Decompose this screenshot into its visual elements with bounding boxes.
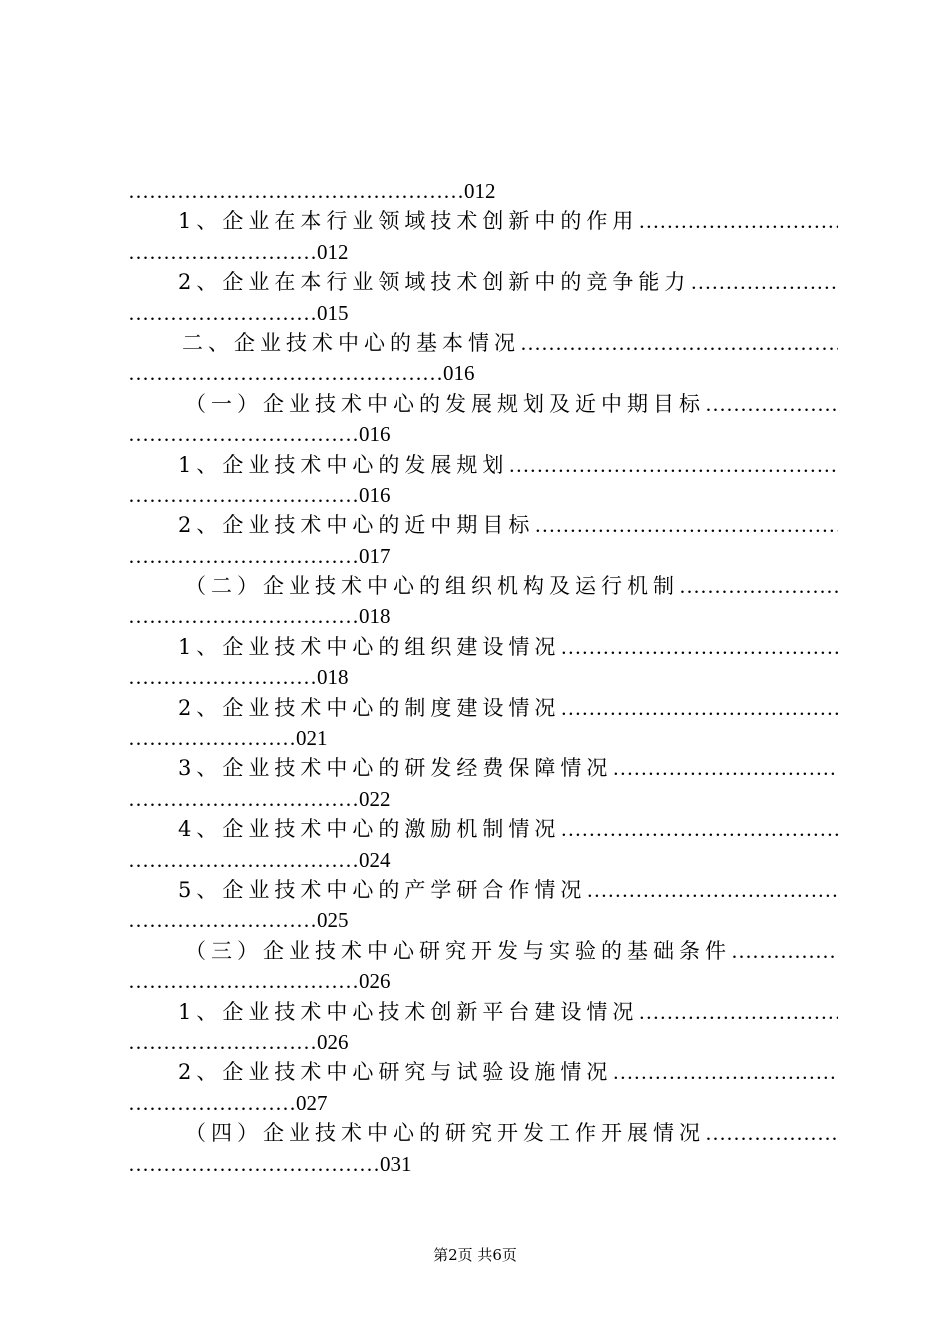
- toc-leader: [638, 206, 838, 236]
- toc-entry-page-line: [128, 845, 838, 875]
- toc-page-number: 031: [380, 1151, 412, 1176]
- toc-entries: [128, 206, 838, 1179]
- toc-entry: [128, 693, 838, 754]
- toc-leader: ………………………: [128, 300, 317, 325]
- table-of-contents: [128, 176, 838, 1179]
- toc-leader: [612, 753, 838, 783]
- toc-entry-title: （三）企业技术中心研究开发与实验的基础条件: [185, 938, 731, 963]
- toc-leader: [705, 389, 838, 419]
- toc-entry-title-line: [128, 389, 838, 419]
- toc-entry-page-line: [128, 298, 838, 328]
- toc-entry-title: 1、企业技术中心技术创新平台建设情况: [178, 999, 639, 1024]
- toc-leader: ……………………………: [128, 847, 359, 872]
- toc-entry-page-line: [128, 1088, 838, 1118]
- toc-entry: [128, 997, 838, 1058]
- toc-entry-page-line: [128, 358, 838, 388]
- toc-entry-page-line: [128, 1149, 838, 1179]
- toc-entry-title: 2、企业在本行业领域技术创新中的竞争能力: [178, 270, 691, 295]
- toc-leader: [612, 1057, 838, 1087]
- toc-leader: [560, 632, 838, 662]
- toc-entry-title: 2、企业技术中心的制度建设情况: [178, 695, 561, 720]
- toc-entry-title-line: [128, 753, 838, 783]
- toc-page-number: 018: [359, 604, 391, 629]
- toc-entry: [128, 450, 838, 511]
- toc-entry-title-line: [128, 814, 838, 844]
- toc-entry-page-line: [128, 601, 838, 631]
- toc-page-number: 021: [296, 726, 328, 751]
- toc-entry-title-line: [128, 632, 838, 662]
- toc-leader: ……………………………: [128, 422, 359, 447]
- toc-leader: [520, 328, 838, 358]
- toc-leader: ……………………: [128, 1090, 296, 1115]
- toc-entry-page-line: [128, 237, 838, 267]
- toc-entry: [128, 753, 838, 814]
- toc-leader: [731, 936, 838, 966]
- toc-entry-title-line: [128, 875, 838, 905]
- toc-entry: [128, 1118, 838, 1179]
- toc-leader: [508, 450, 838, 480]
- toc-entry-title-line: [128, 997, 838, 1027]
- toc-entry: [128, 814, 838, 875]
- toc-entry-page-line: [128, 662, 838, 692]
- toc-entry-page-line: [128, 480, 838, 510]
- toc-entry-title: （一）企业技术中心的发展规划及近中期目标: [185, 391, 705, 416]
- toc-page-number: 012: [317, 239, 349, 264]
- toc-entry-page-line: [128, 541, 838, 571]
- toc-leader: ………………………: [128, 908, 317, 933]
- toc-entry-title: 1、企业技术中心的组织建设情况: [178, 634, 561, 659]
- toc-leader: [560, 814, 838, 844]
- toc-page-number: 016: [443, 361, 475, 386]
- toc-entry: [128, 875, 838, 936]
- toc-leader: [534, 510, 838, 540]
- toc-entry-title: 2、企业技术中心研究与试验设施情况: [178, 1060, 613, 1085]
- toc-entry-title: 1、企业技术中心的发展规划: [178, 452, 509, 477]
- toc-leader: [679, 571, 838, 601]
- toc-entry: [128, 936, 838, 997]
- toc-entry: [128, 510, 838, 571]
- toc-leader: [690, 267, 838, 297]
- toc-leader: ……………………………: [128, 969, 359, 994]
- toc-entry-title-line: [128, 267, 838, 297]
- toc-leader: ……………………………: [128, 482, 359, 507]
- toc-entry-title: 5、企业技术中心的产学研合作情况: [178, 877, 587, 902]
- toc-page-number: 012: [464, 179, 496, 203]
- toc-entry: [128, 267, 838, 328]
- toc-continuation-line: [128, 176, 838, 206]
- toc-entry-title-line: [128, 693, 838, 723]
- toc-page-number: 016: [359, 482, 391, 507]
- toc-leader: ……………………………: [128, 543, 359, 568]
- toc-entry: [128, 632, 838, 693]
- toc-entry-title: 1、企业在本行业领域技术创新中的作用: [178, 209, 639, 234]
- toc-entry-page-line: [128, 905, 838, 935]
- toc-page-number: 016: [359, 422, 391, 447]
- toc-entry-title: 2、企业技术中心的近中期目标: [178, 513, 535, 538]
- toc-page-number: 017: [359, 543, 391, 568]
- toc-entry-title-line: [128, 1118, 838, 1148]
- page-footer: 第2页 共6页: [433, 1246, 517, 1264]
- toc-page-number: 025: [317, 908, 349, 933]
- toc-entry-title-line: [128, 1057, 838, 1087]
- toc-entry-page-line: [128, 1027, 838, 1057]
- toc-page-number: 026: [359, 969, 391, 994]
- toc-entry: [128, 328, 838, 389]
- toc-entry-title: 3、企业技术中心的研发经费保障情况: [178, 756, 613, 781]
- toc-entry-title-line: [128, 571, 838, 601]
- toc-leader: [560, 693, 838, 723]
- toc-leader: …………………………………………: [128, 179, 464, 203]
- toc-entry-page-line: [128, 723, 838, 753]
- toc-entry-page-line: [128, 966, 838, 996]
- toc-page-number: 026: [317, 1029, 349, 1054]
- toc-leader: [638, 997, 838, 1027]
- toc-entry: [128, 1057, 838, 1118]
- toc-entry-page-line: [128, 784, 838, 814]
- toc-leader: ……………………: [128, 726, 296, 751]
- toc-entry-title: 二、企业技术中心的基本情况: [182, 330, 520, 355]
- toc-page-number: 027: [296, 1090, 328, 1115]
- toc-page-number: 015: [317, 300, 349, 325]
- toc-leader: ………………………: [128, 239, 317, 264]
- toc-page-number: 022: [359, 786, 391, 811]
- toc-entry-title: （四）企业技术中心的研究开发工作开展情况: [185, 1121, 705, 1146]
- toc-entry-title: （二）企业技术中心的组织机构及运行机制: [185, 574, 679, 599]
- toc-entry-title: 4、企业技术中心的激励机制情况: [178, 817, 561, 842]
- toc-leader: ………………………: [128, 1029, 317, 1054]
- toc-leader: ……………………………: [128, 604, 359, 629]
- toc-entry-page-line: [128, 419, 838, 449]
- toc-leader: [586, 875, 838, 905]
- toc-entry: [128, 571, 838, 632]
- toc-entry-title-line: [128, 206, 838, 236]
- toc-entry-title-line: [128, 936, 838, 966]
- toc-entry-title-line: [128, 510, 838, 540]
- toc-leader: [705, 1118, 838, 1148]
- toc-leader: ………………………………: [128, 1151, 380, 1176]
- toc-entry-title-line: [128, 450, 838, 480]
- toc-leader: ………………………: [128, 665, 317, 690]
- toc-page-number: 024: [359, 847, 391, 872]
- toc-entry-title-line: [128, 328, 838, 358]
- toc-leader: ………………………………………: [128, 361, 443, 386]
- toc-page-number: 018: [317, 665, 349, 690]
- toc-leader: ……………………………: [128, 786, 359, 811]
- toc-entry: [128, 206, 838, 267]
- toc-entry: [128, 389, 838, 450]
